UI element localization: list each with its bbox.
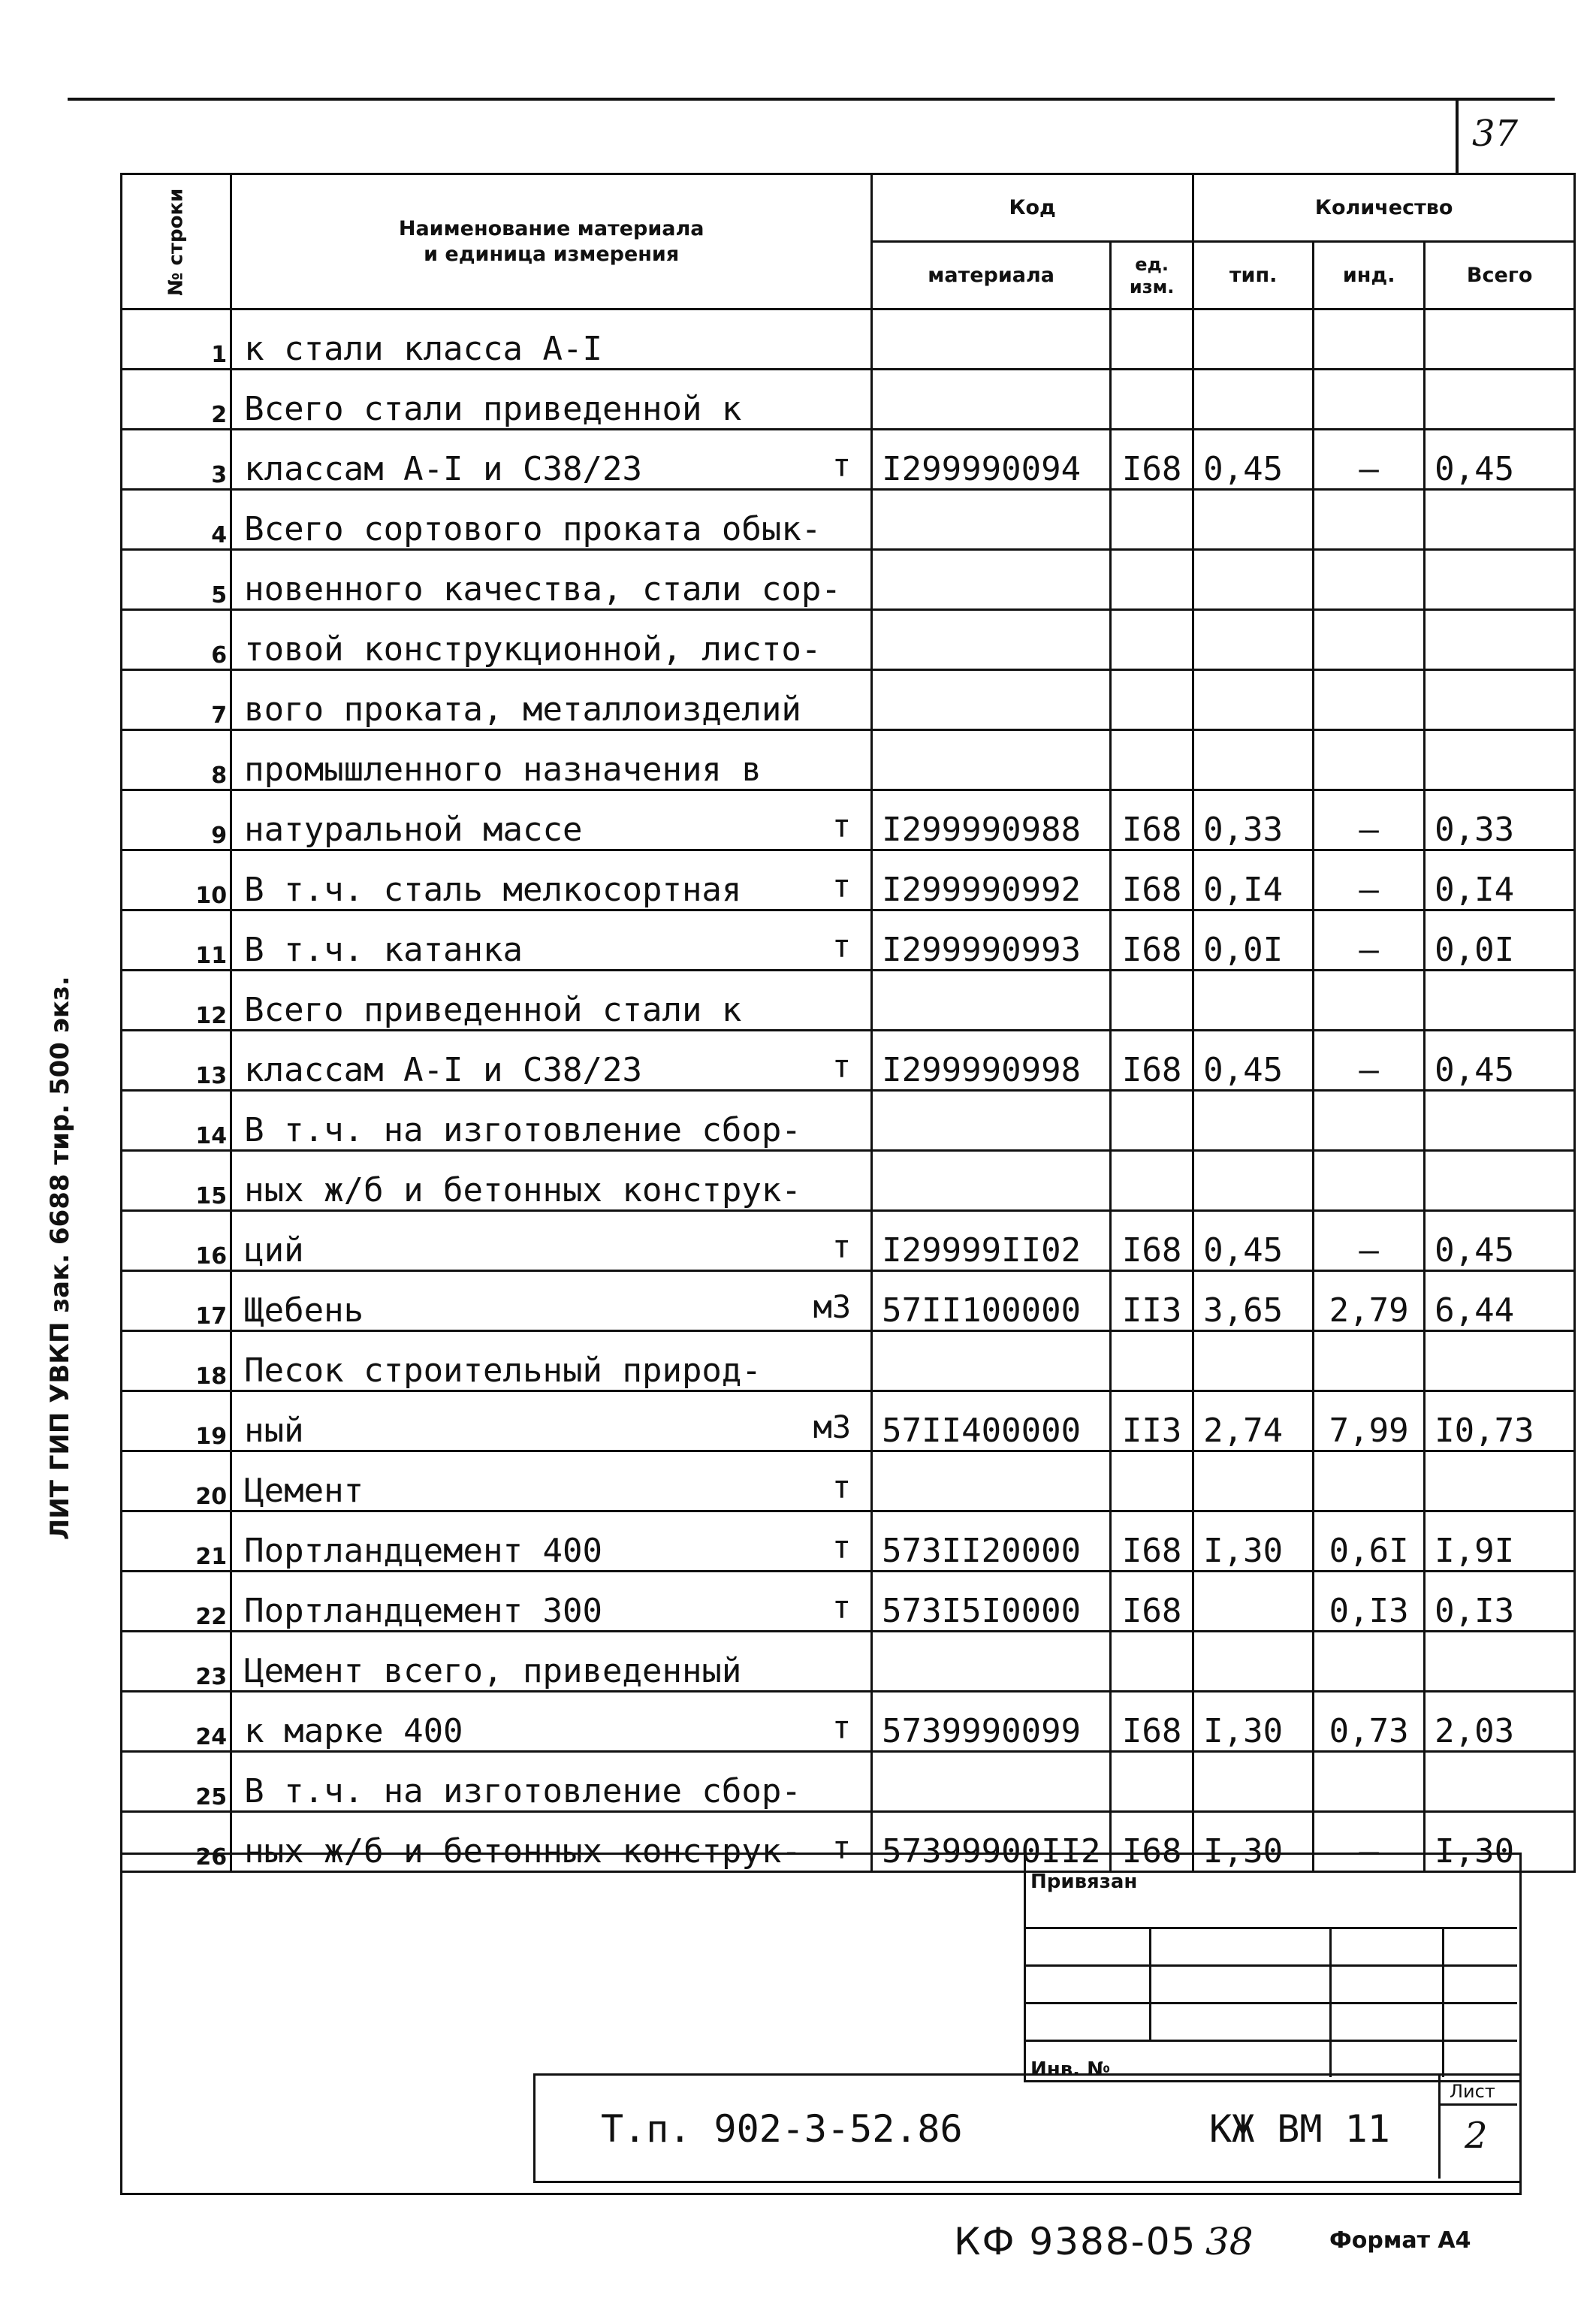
row-number: 26 bbox=[122, 1812, 231, 1872]
table-row bbox=[122, 1511, 1575, 1572]
unit-code bbox=[1111, 1091, 1193, 1151]
table-row bbox=[122, 730, 1575, 790]
unit-code bbox=[1111, 610, 1193, 670]
qty-total bbox=[1425, 1331, 1575, 1391]
inv-label: Инв. № bbox=[1030, 2058, 1111, 2081]
measure-unit: м3 bbox=[813, 1409, 852, 1445]
row-number: 14 bbox=[122, 1091, 231, 1151]
qty-ind bbox=[1314, 1331, 1425, 1391]
footer-code: КФ 9388-05 bbox=[954, 2220, 1197, 2263]
header-code-group: Код bbox=[872, 174, 1193, 242]
material-name-text: ций bbox=[244, 1231, 304, 1270]
table-row bbox=[122, 1632, 1575, 1692]
qty-typ bbox=[1193, 490, 1314, 550]
qty-ind bbox=[1314, 730, 1425, 790]
side-print-stamp: ЛИТ ГИП УВКП зак. 6688 тир. 500 экз. bbox=[45, 976, 75, 1540]
unit-code: II3 bbox=[1111, 1271, 1193, 1331]
qty-ind: – bbox=[1314, 1211, 1425, 1271]
qty-ind: – bbox=[1314, 1812, 1425, 1872]
material-name bbox=[231, 310, 872, 370]
table-row bbox=[122, 1331, 1575, 1391]
material-name-text: к стали класса А-I bbox=[244, 330, 602, 368]
table-row bbox=[122, 670, 1575, 730]
qty-ind bbox=[1314, 1752, 1425, 1812]
row-number: 10 bbox=[122, 850, 231, 910]
qty-typ bbox=[1193, 1151, 1314, 1211]
material-code bbox=[872, 610, 1111, 670]
header-code-unit: ед. изм. bbox=[1111, 242, 1193, 310]
row-number: 8 bbox=[122, 730, 231, 790]
qty-ind bbox=[1314, 1091, 1425, 1151]
qty-ind: 7,99 bbox=[1314, 1391, 1425, 1451]
material-name-text: вого проката, металлоизделий bbox=[244, 690, 801, 729]
material-code: I299990998 bbox=[872, 1031, 1111, 1091]
material-name bbox=[231, 1151, 872, 1211]
privyazan-col-2 bbox=[1329, 1927, 1332, 2077]
material-name-text: В т.ч. на изготовление сбор- bbox=[244, 1111, 801, 1149]
material-name bbox=[231, 1572, 872, 1632]
row-number: 12 bbox=[122, 971, 231, 1031]
qty-total bbox=[1425, 1632, 1575, 1692]
measure-unit: т bbox=[831, 808, 852, 844]
material-code bbox=[872, 1331, 1111, 1391]
material-name-text: ных ж/б и бетонных конструк- bbox=[244, 1171, 801, 1209]
measure-unit: т bbox=[831, 1048, 852, 1085]
qty-total bbox=[1425, 971, 1575, 1031]
measure-unit: м3 bbox=[813, 1288, 852, 1325]
measure-unit: т bbox=[831, 1829, 852, 1866]
qty-total: 0,I3 bbox=[1425, 1572, 1575, 1632]
qty-total: 0,45 bbox=[1425, 430, 1575, 490]
row-number: 19 bbox=[122, 1391, 231, 1451]
material-name-text: В т.ч. катанка bbox=[244, 931, 523, 969]
material-name-text: Портландцемент 400 bbox=[244, 1532, 602, 1570]
qty-total: 2,03 bbox=[1425, 1692, 1575, 1752]
row-number: 1 bbox=[122, 310, 231, 370]
unit-code: I68 bbox=[1111, 790, 1193, 850]
qty-typ bbox=[1193, 550, 1314, 610]
unit-code: I68 bbox=[1111, 910, 1193, 971]
material-name bbox=[231, 730, 872, 790]
material-code bbox=[872, 670, 1111, 730]
material-name bbox=[231, 1031, 872, 1091]
qty-typ: 0,0I bbox=[1193, 910, 1314, 971]
qty-typ: 0,45 bbox=[1193, 1211, 1314, 1271]
material-name-text: новенного качества, стали сор- bbox=[244, 570, 841, 608]
privyazan-col-1 bbox=[1149, 1927, 1151, 2040]
qty-total: 0,45 bbox=[1425, 1211, 1575, 1271]
material-name bbox=[231, 610, 872, 670]
material-name bbox=[231, 490, 872, 550]
table-row bbox=[122, 1031, 1575, 1091]
material-name bbox=[231, 850, 872, 910]
unit-code: I68 bbox=[1111, 430, 1193, 490]
qty-typ: 0,45 bbox=[1193, 430, 1314, 490]
qty-total bbox=[1425, 1091, 1575, 1151]
material-name-text: Портландцемент 300 bbox=[244, 1592, 602, 1630]
material-name-text: Песок строительный природ- bbox=[244, 1351, 762, 1390]
qty-total bbox=[1425, 1151, 1575, 1211]
table-row bbox=[122, 1752, 1575, 1812]
table-row bbox=[122, 1572, 1575, 1632]
material-code bbox=[872, 730, 1111, 790]
material-name-text: В т.ч. на изготовление сбор- bbox=[244, 1772, 801, 1810]
qty-typ: I,30 bbox=[1193, 1692, 1314, 1752]
material-name bbox=[231, 971, 872, 1031]
material-code bbox=[872, 550, 1111, 610]
material-code: I299990992 bbox=[872, 850, 1111, 910]
qty-ind: – bbox=[1314, 790, 1425, 850]
measure-unit: т bbox=[831, 928, 852, 965]
material-name-text: промышленного назначения в bbox=[244, 750, 762, 789]
unit-code bbox=[1111, 670, 1193, 730]
row-number: 20 bbox=[122, 1451, 231, 1511]
qty-typ bbox=[1193, 730, 1314, 790]
unit-code: I68 bbox=[1111, 1031, 1193, 1091]
material-code bbox=[872, 1091, 1111, 1151]
material-code bbox=[872, 1752, 1111, 1812]
material-name bbox=[231, 670, 872, 730]
qty-ind bbox=[1314, 370, 1425, 430]
unit-code bbox=[1111, 310, 1193, 370]
row-number: 6 bbox=[122, 610, 231, 670]
material-name bbox=[231, 1632, 872, 1692]
material-name bbox=[231, 550, 872, 610]
table-row bbox=[122, 490, 1575, 550]
privyazan-label: Привязан bbox=[1030, 1871, 1138, 1893]
qty-total bbox=[1425, 550, 1575, 610]
row-number: 24 bbox=[122, 1692, 231, 1752]
table-row bbox=[122, 1151, 1575, 1211]
material-name-text: натуральной массе bbox=[244, 811, 583, 849]
material-name-text: Щебень bbox=[244, 1291, 364, 1330]
qty-typ bbox=[1193, 670, 1314, 730]
material-name bbox=[231, 1391, 872, 1451]
material-name bbox=[231, 910, 872, 971]
title-list-line bbox=[1438, 2103, 1517, 2106]
unit-code: I68 bbox=[1111, 850, 1193, 910]
material-name-text: Всего приведенной стали к bbox=[244, 991, 742, 1029]
measure-unit: т bbox=[831, 1529, 852, 1566]
page-number: 37 bbox=[1472, 113, 1519, 155]
material-code: 573II20000 bbox=[872, 1511, 1111, 1572]
table-row bbox=[122, 850, 1575, 910]
material-name bbox=[231, 370, 872, 430]
list-number: 2 bbox=[1465, 2115, 1488, 2157]
material-name bbox=[231, 790, 872, 850]
material-name bbox=[231, 1091, 872, 1151]
unit-code bbox=[1111, 490, 1193, 550]
qty-total bbox=[1425, 610, 1575, 670]
material-code: I29999II02 bbox=[872, 1211, 1111, 1271]
row-number: 7 bbox=[122, 670, 231, 730]
qty-typ: 2,74 bbox=[1193, 1391, 1314, 1451]
material-code: I299990988 bbox=[872, 790, 1111, 850]
table-row bbox=[122, 1451, 1575, 1511]
table-row bbox=[122, 430, 1575, 490]
qty-total: 0,33 bbox=[1425, 790, 1575, 850]
qty-ind bbox=[1314, 1151, 1425, 1211]
qty-ind bbox=[1314, 310, 1425, 370]
material-name-text: ный bbox=[244, 1412, 304, 1450]
unit-code: I68 bbox=[1111, 1511, 1193, 1572]
qty-ind bbox=[1314, 1451, 1425, 1511]
row-number: 4 bbox=[122, 490, 231, 550]
header-code-material: материала bbox=[872, 242, 1111, 310]
material-name bbox=[231, 1271, 872, 1331]
row-number: 17 bbox=[122, 1271, 231, 1331]
qty-total bbox=[1425, 670, 1575, 730]
qty-total: 0,I4 bbox=[1425, 850, 1575, 910]
material-name bbox=[231, 1511, 872, 1572]
qty-ind: – bbox=[1314, 850, 1425, 910]
row-number: 21 bbox=[122, 1511, 231, 1572]
row-number: 16 bbox=[122, 1211, 231, 1271]
row-number: 15 bbox=[122, 1151, 231, 1211]
row-number: 23 bbox=[122, 1632, 231, 1692]
material-code bbox=[872, 310, 1111, 370]
material-name-text: Всего стали приведенной к bbox=[244, 390, 742, 428]
row-number: 5 bbox=[122, 550, 231, 610]
qty-typ: 0,45 bbox=[1193, 1031, 1314, 1091]
material-name bbox=[231, 430, 872, 490]
header-qty-typ: тип. bbox=[1193, 242, 1314, 310]
material-name bbox=[231, 1752, 872, 1812]
qty-total: 0,45 bbox=[1425, 1031, 1575, 1091]
material-name-text: к марке 400 bbox=[244, 1712, 463, 1750]
material-name-text: товой конструкционной, листо- bbox=[244, 630, 822, 669]
row-number: 11 bbox=[122, 910, 231, 971]
row-number: 22 bbox=[122, 1572, 231, 1632]
material-code bbox=[872, 490, 1111, 550]
qty-total bbox=[1425, 490, 1575, 550]
table-row bbox=[122, 370, 1575, 430]
material-name-text: В т.ч. сталь мелкосортная bbox=[244, 871, 742, 909]
unit-code: I68 bbox=[1111, 1211, 1193, 1271]
material-name-text: ных ж/б и бетонных констрyк- bbox=[244, 1832, 801, 1871]
table-row bbox=[122, 310, 1575, 370]
qty-total: 0,0I bbox=[1425, 910, 1575, 971]
qty-typ bbox=[1193, 971, 1314, 1031]
qty-typ bbox=[1193, 1572, 1314, 1632]
qty-typ: I,30 bbox=[1193, 1812, 1314, 1872]
materials-table bbox=[120, 173, 1576, 1873]
qty-ind: – bbox=[1314, 910, 1425, 971]
privyazan-col-3 bbox=[1442, 1927, 1444, 2077]
material-code bbox=[872, 1151, 1111, 1211]
material-name-text: классам А-I и С38/23 bbox=[244, 450, 642, 488]
qty-total: 6,44 bbox=[1425, 1271, 1575, 1331]
qty-typ bbox=[1193, 1752, 1314, 1812]
material-code: I299990094 bbox=[872, 430, 1111, 490]
qty-total: I,9I bbox=[1425, 1511, 1575, 1572]
material-name-text: классам А-I и С38/23 bbox=[244, 1051, 642, 1089]
qty-typ bbox=[1193, 370, 1314, 430]
unit-code bbox=[1111, 550, 1193, 610]
top-border bbox=[68, 98, 1555, 101]
row-number: 18 bbox=[122, 1331, 231, 1391]
measure-unit: т bbox=[831, 1228, 852, 1265]
unit-code bbox=[1111, 730, 1193, 790]
unit-code bbox=[1111, 1331, 1193, 1391]
row-number: 2 bbox=[122, 370, 231, 430]
qty-typ bbox=[1193, 610, 1314, 670]
row-number: 3 bbox=[122, 430, 231, 490]
qty-total: I,30 bbox=[1425, 1812, 1575, 1872]
material-name bbox=[231, 1692, 872, 1752]
qty-typ bbox=[1193, 1091, 1314, 1151]
qty-total bbox=[1425, 1451, 1575, 1511]
document-designation: Т.п. 902-3-52.86 bbox=[601, 2107, 963, 2151]
qty-typ bbox=[1193, 1632, 1314, 1692]
unit-code bbox=[1111, 1451, 1193, 1511]
qty-ind: – bbox=[1314, 1031, 1425, 1091]
material-name bbox=[231, 1211, 872, 1271]
unit-code bbox=[1111, 1752, 1193, 1812]
qty-typ: 0,33 bbox=[1193, 790, 1314, 850]
measure-unit: т bbox=[831, 1469, 852, 1505]
header-quantity-group: Количество bbox=[1193, 174, 1575, 242]
table-row bbox=[122, 1091, 1575, 1151]
table-row bbox=[122, 1391, 1575, 1451]
unit-code: II3 bbox=[1111, 1391, 1193, 1451]
qty-total bbox=[1425, 730, 1575, 790]
material-code: 57II100000 bbox=[872, 1271, 1111, 1331]
material-name bbox=[231, 1451, 872, 1511]
material-code bbox=[872, 1632, 1111, 1692]
qty-total bbox=[1425, 1752, 1575, 1812]
qty-typ bbox=[1193, 310, 1314, 370]
table-row bbox=[122, 910, 1575, 971]
qty-ind bbox=[1314, 670, 1425, 730]
qty-ind: 2,79 bbox=[1314, 1271, 1425, 1331]
material-code bbox=[872, 370, 1111, 430]
material-name-text: Цемент всего, приведенный bbox=[244, 1652, 742, 1690]
qty-typ: 0,I4 bbox=[1193, 850, 1314, 910]
qty-ind bbox=[1314, 1632, 1425, 1692]
unit-code bbox=[1111, 971, 1193, 1031]
material-name-text: Цемент bbox=[244, 1472, 364, 1510]
footer-sheet-number: 38 bbox=[1205, 2220, 1254, 2263]
measure-unit: т bbox=[831, 1709, 852, 1746]
unit-code: I68 bbox=[1111, 1812, 1193, 1872]
table-row bbox=[122, 1211, 1575, 1271]
qty-total: I0,73 bbox=[1425, 1391, 1575, 1451]
qty-ind bbox=[1314, 550, 1425, 610]
table-row bbox=[122, 971, 1575, 1031]
measure-unit: т bbox=[831, 1589, 852, 1626]
qty-ind bbox=[1314, 610, 1425, 670]
page-number-divider bbox=[1456, 98, 1459, 173]
material-name-text: Всего сортового проката обык- bbox=[244, 510, 822, 548]
measure-unit: т bbox=[831, 868, 852, 904]
material-code: 5739990099 bbox=[872, 1692, 1111, 1752]
table-row bbox=[122, 790, 1575, 850]
header-material-name: Наименование материала и единица измерения bbox=[231, 174, 872, 310]
qty-typ: I,30 bbox=[1193, 1511, 1314, 1572]
unit-code: I68 bbox=[1111, 1572, 1193, 1632]
qty-typ bbox=[1193, 1451, 1314, 1511]
qty-ind: 0,I3 bbox=[1314, 1572, 1425, 1632]
list-label: Лист bbox=[1450, 2081, 1495, 2102]
unit-code bbox=[1111, 1151, 1193, 1211]
document-code: КЖ ВМ 11 bbox=[1209, 2107, 1390, 2151]
qty-total bbox=[1425, 310, 1575, 370]
header-row-number: № строки bbox=[122, 174, 231, 310]
material-code: 573I5I0000 bbox=[872, 1572, 1111, 1632]
qty-typ: 3,65 bbox=[1193, 1271, 1314, 1331]
material-code: 57II400000 bbox=[872, 1391, 1111, 1451]
table-row bbox=[122, 1692, 1575, 1752]
row-number: 9 bbox=[122, 790, 231, 850]
header-qty-total: Всего bbox=[1425, 242, 1575, 310]
table-row bbox=[122, 1271, 1575, 1331]
footer-format: Формат А4 bbox=[1329, 2227, 1471, 2254]
unit-code: I68 bbox=[1111, 1692, 1193, 1752]
material-name bbox=[231, 1331, 872, 1391]
measure-unit: т bbox=[831, 447, 852, 484]
unit-code bbox=[1111, 370, 1193, 430]
header-qty-ind: инд. bbox=[1314, 242, 1425, 310]
material-code bbox=[872, 971, 1111, 1031]
material-code: I299990993 bbox=[872, 910, 1111, 971]
row-number: 13 bbox=[122, 1031, 231, 1091]
title-list-divider bbox=[1438, 2073, 1441, 2179]
table-row bbox=[122, 610, 1575, 670]
material-code bbox=[872, 1451, 1111, 1511]
qty-ind: 0,73 bbox=[1314, 1692, 1425, 1752]
qty-typ bbox=[1193, 1331, 1314, 1391]
unit-code bbox=[1111, 1632, 1193, 1692]
qty-ind bbox=[1314, 971, 1425, 1031]
qty-ind: 0,6I bbox=[1314, 1511, 1425, 1572]
table-row bbox=[122, 550, 1575, 610]
qty-ind bbox=[1314, 490, 1425, 550]
row-number: 25 bbox=[122, 1752, 231, 1812]
qty-ind: – bbox=[1314, 430, 1425, 490]
qty-total bbox=[1425, 370, 1575, 430]
material-code: 57399900II2 bbox=[872, 1812, 1111, 1872]
